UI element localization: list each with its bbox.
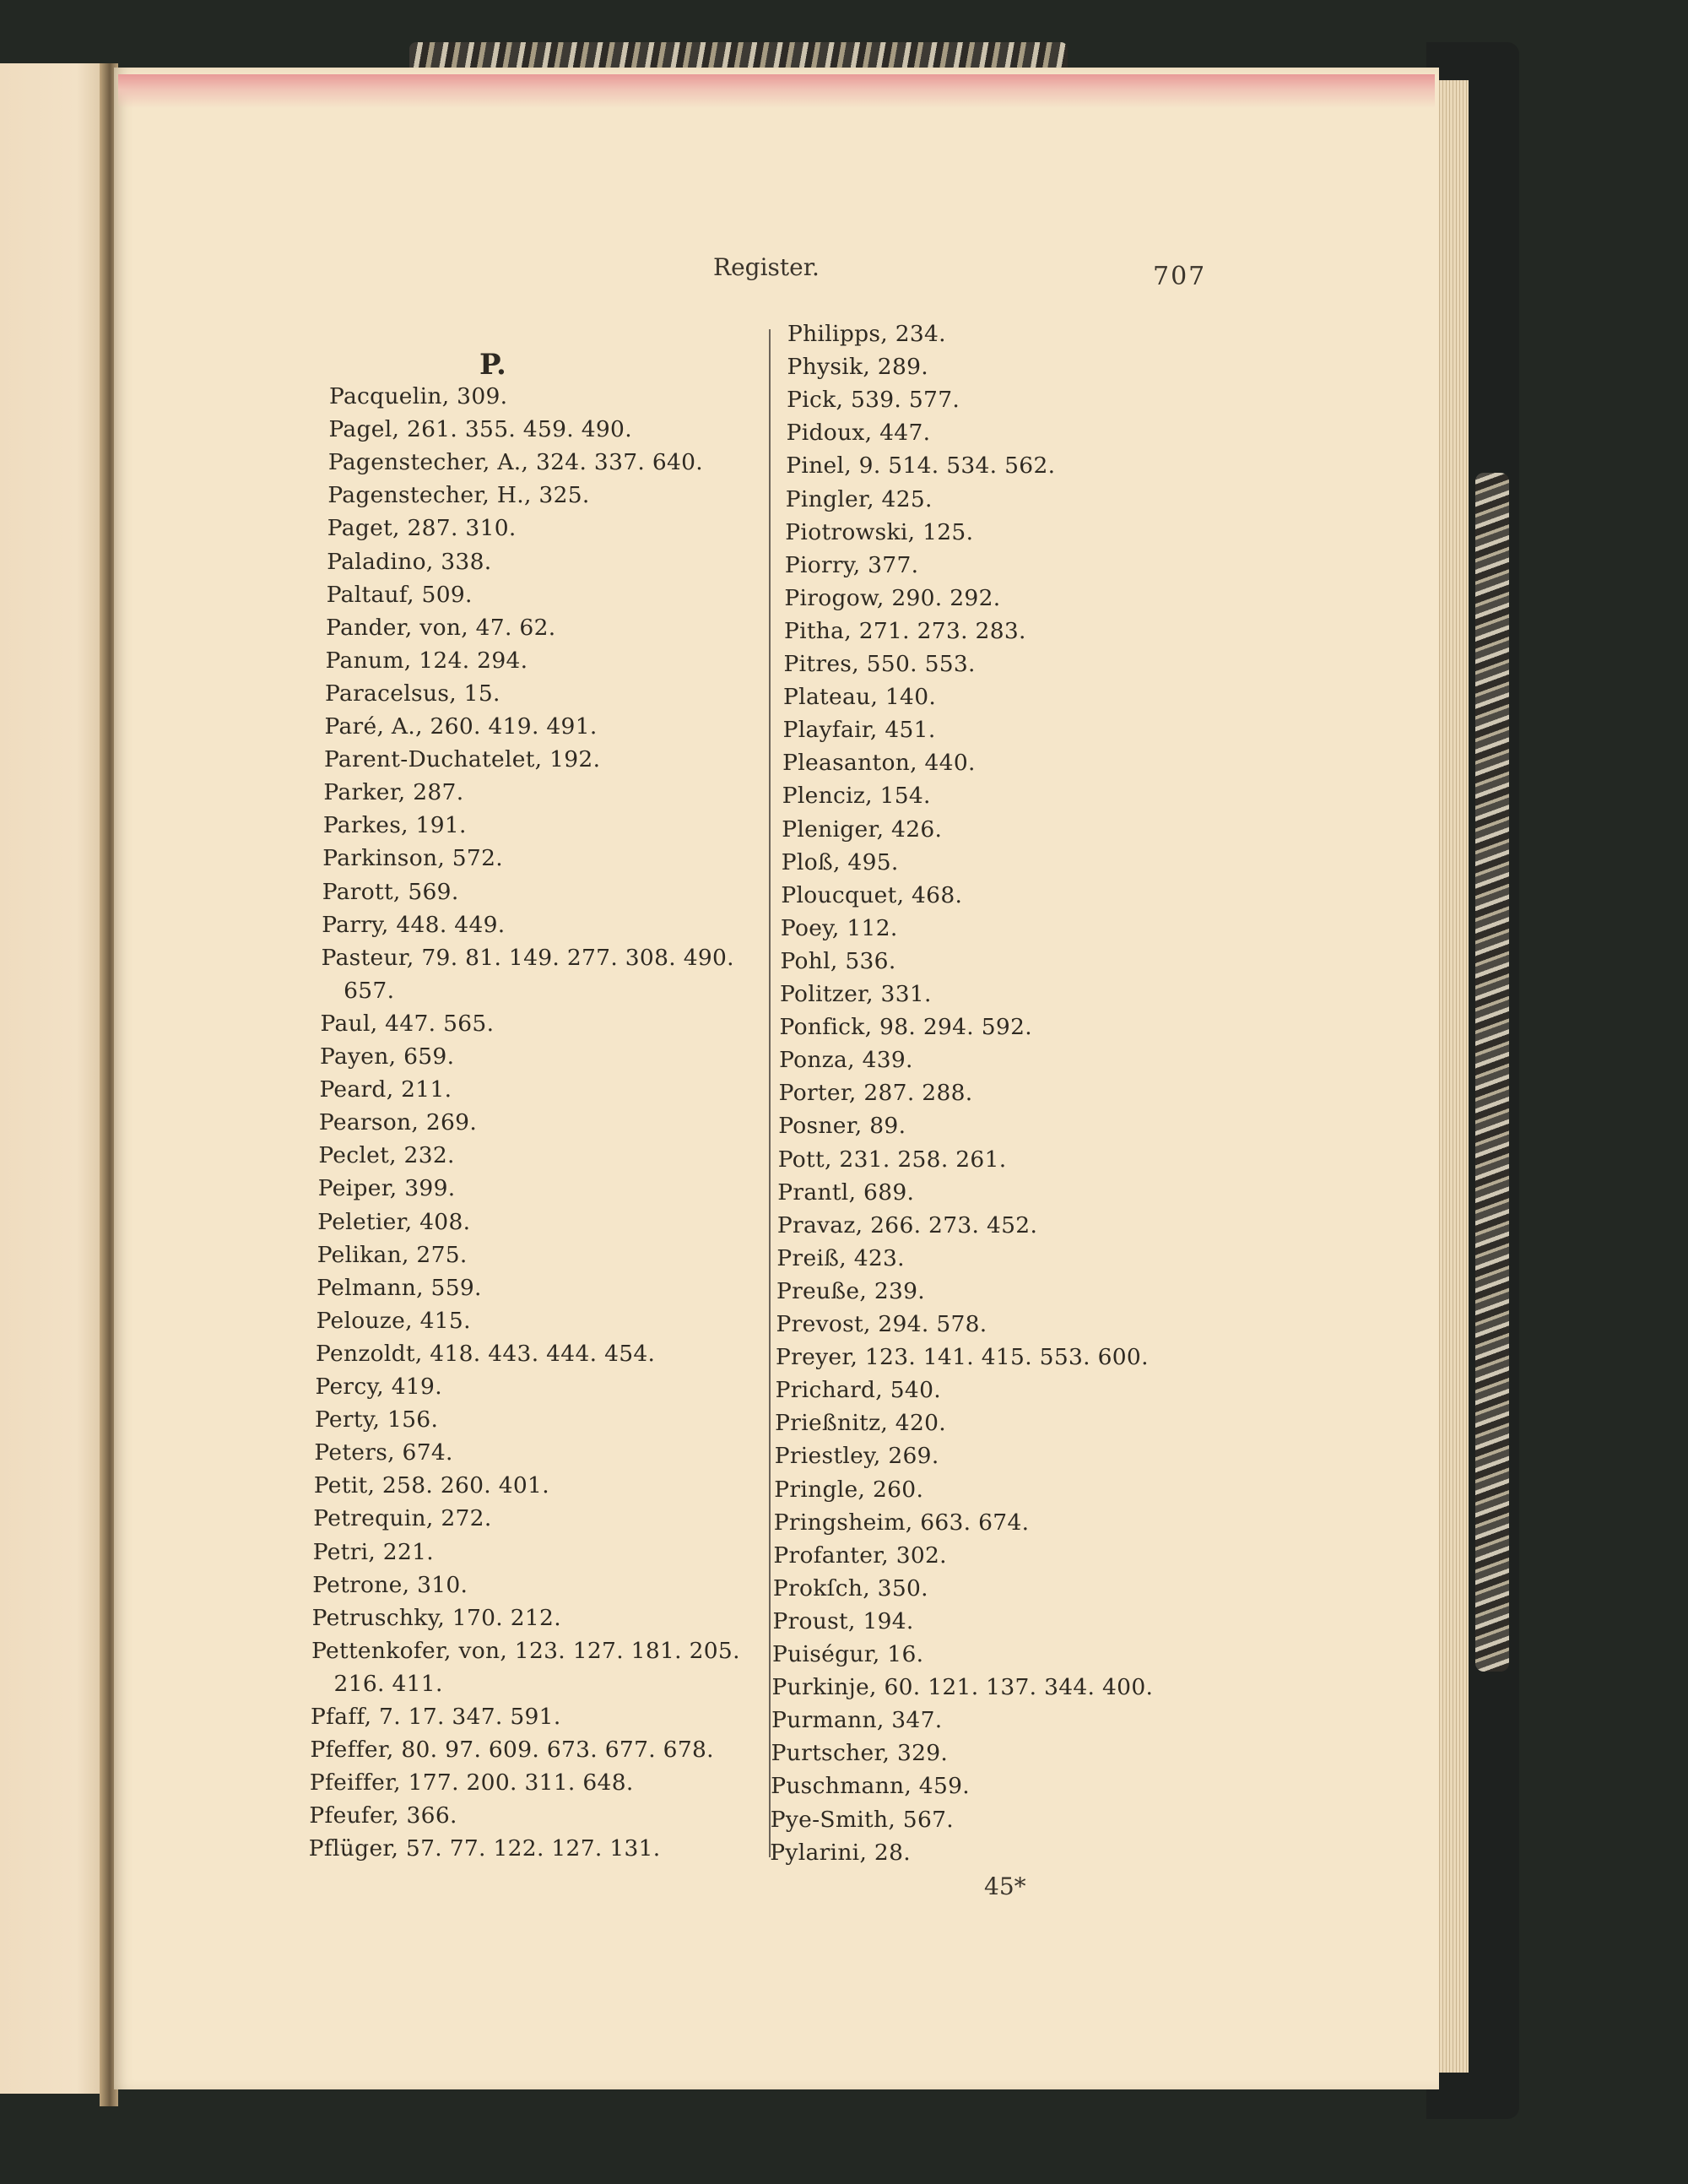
index-entry: Pingler, 425. (785, 485, 933, 512)
index-entry: Physik, 289. (787, 354, 928, 381)
index-entry: Piotrowski, 125. (785, 518, 974, 545)
index-entry: Parott, 569. (322, 878, 459, 905)
index-entry: Percy, 419. (315, 1374, 442, 1400)
index-entry: Parkinson, 572. (322, 845, 503, 872)
facing-page-edge (0, 63, 110, 2094)
index-entry: Payen, 659. (320, 1043, 455, 1070)
index-entry: Pelikan, 275. (316, 1241, 468, 1268)
index-entry: Puschmann, 459. (771, 1773, 971, 1800)
index-entry: Pleasanton, 440. (782, 750, 976, 777)
index-entry: Pringle, 260. (774, 1476, 924, 1503)
index-entry: Purkinje, 60. 121. 137. 344. 400. (771, 1674, 1154, 1701)
index-entry: Parent-Duchatelet, 192. (323, 746, 601, 773)
index-entry: Paul, 447. 565. (320, 1010, 495, 1037)
index-entry: Petrone, 310. (312, 1571, 468, 1598)
index-entry: Politzer, 331. (780, 981, 932, 1007)
index-entry: Prokſch, 350. (772, 1574, 928, 1601)
index-entry: Peletier, 408. (317, 1208, 471, 1235)
index-entry: Preuße, 239. (776, 1277, 926, 1304)
section-letter: P. (479, 348, 506, 382)
index-entry: Purtscher, 329. (771, 1740, 949, 1767)
marbled-cover-edge (1475, 473, 1509, 1672)
index-entry: Panum, 124. 294. (325, 647, 528, 674)
index-entry: Pfeffer, 80. 97. 609. 673. 677. 678. (310, 1737, 714, 1764)
index-entry: Puiségur, 16. (772, 1641, 924, 1667)
index-entry: Plateau, 140. (783, 684, 937, 711)
index-entry: Petri, 221. (312, 1538, 435, 1565)
index-entry: Pye-Smith, 567. (770, 1806, 955, 1833)
index-entry: Pelmann, 559. (316, 1274, 482, 1301)
index-entry: Pelouze, 415. (316, 1307, 471, 1334)
index-entry: Pearson, 269. (318, 1109, 478, 1136)
index-entry: Preyer, 123. 141. 415. 553. 600. (776, 1344, 1149, 1371)
index-entry: Pagenstecher, A., 324. 337. 640. (327, 449, 704, 476)
index-entry: Peters, 674. (314, 1439, 453, 1466)
index-entry: Pfeiffer, 177. 200. 311. 648. (309, 1769, 634, 1797)
index-entry: Pitres, 550. 553. (783, 651, 976, 677)
index-entry: Paladino, 338. (327, 548, 492, 575)
index-entry: 216. 411. (333, 1670, 443, 1697)
index-entry: Prießnitz, 420. (775, 1410, 947, 1437)
index-entry: Posner, 89. (778, 1113, 906, 1140)
index-entry: Prevost, 294. 578. (776, 1311, 987, 1337)
index-entry: Proust, 194. (772, 1607, 914, 1634)
index-entry: Purmann, 347. (771, 1707, 943, 1734)
index-entry: Priestley, 269. (774, 1443, 939, 1470)
index-entry: Pasteur, 79. 81. 149. 277. 308. 490. (321, 944, 734, 971)
index-entry: Pott, 231. 258. 261. (777, 1146, 1007, 1173)
index-entry: Paget, 287. 310. (327, 515, 517, 542)
index-entry: Ponza, 439. (779, 1047, 913, 1074)
index-entry: Pettenkofer, von, 123. 127. 181. 205. (311, 1637, 740, 1664)
index-entry: Paré, A., 260. 419. 491. (324, 713, 598, 740)
index-entry: Pinel, 9. 514. 534. 562. (786, 453, 1056, 480)
index-entry: Penzoldt, 418. 443. 444. 454. (316, 1340, 656, 1367)
index-entry: Pidoux, 447. (786, 420, 931, 447)
index-entry: Plenciz, 154. (782, 783, 931, 810)
index-entry: Pander, von, 47. 62. (326, 614, 556, 641)
index-entry: Ploucquet, 468. (781, 881, 963, 908)
page-top-stain (118, 74, 1435, 108)
index-entry: Paltauf, 509. (326, 581, 473, 608)
index-entry: Pacquelin, 309. (329, 383, 508, 409)
index-entry: Pirogow, 290. 292. (784, 584, 1001, 611)
index-entry: Peiper, 399. (317, 1175, 456, 1202)
index-entry: Pylarini, 28. (770, 1839, 911, 1866)
index-entry: Pick, 539. 577. (787, 387, 960, 414)
index-entry: Ploß, 495. (781, 848, 899, 875)
index-entry: Petruschky, 170. 212. (311, 1604, 561, 1631)
index-entry: Piorry, 377. (784, 551, 919, 578)
signature-mark: 45* (984, 1872, 1026, 1900)
index-entry: Poey, 112. (780, 914, 898, 941)
index-entry: Perty, 156. (314, 1406, 439, 1433)
index-entry: Parker, 287. (323, 779, 464, 806)
index-entry: Parkes, 191. (322, 812, 467, 839)
running-head: Register. (713, 253, 820, 281)
index-entry: Peard, 211. (319, 1076, 452, 1103)
index-entry: Paracelsus, 15. (325, 680, 500, 707)
index-entry: Petit, 258. 260. 401. (313, 1472, 549, 1499)
index-entry: Prichard, 540. (775, 1377, 941, 1404)
index-entry: Pitha, 271. 273. 283. (783, 617, 1026, 644)
index-entry: Prantl, 689. (777, 1179, 915, 1206)
index-entry: Pagel, 261. 355. 459. 490. (328, 416, 632, 443)
index-entry: Preiß, 423. (776, 1244, 905, 1271)
index-entry: Pflüger, 57. 77. 122. 127. 131. (308, 1835, 661, 1862)
index-entry: Pfeufer, 366. (309, 1802, 457, 1829)
index-entry: Ponfick, 98. 294. 592. (779, 1014, 1032, 1041)
index-entry: Peclet, 232. (318, 1142, 455, 1169)
index-entry: Playfair, 451. (782, 717, 936, 744)
index-entry: Petrequin, 272. (313, 1505, 492, 1532)
index-entry: Porter, 287. 288. (778, 1080, 973, 1107)
index-entry: Philipps, 234. (787, 321, 946, 347)
index-entry: Pfaff, 7. 17. 347. 591. (311, 1704, 561, 1730)
index-entry: 657. (344, 977, 395, 1004)
index-entry: Pagenstecher, H., 325. (327, 482, 590, 509)
index-entry: Parry, 448. 449. (322, 911, 506, 938)
index-entry: Pravaz, 266. 273. 452. (776, 1211, 1038, 1238)
index-entry: Pringsheim, 663. 674. (773, 1509, 1030, 1536)
page-number: 707 (1153, 262, 1207, 291)
column-divider (769, 329, 771, 1857)
index-entry: Pleniger, 426. (782, 816, 943, 843)
index-entry: Pohl, 536. (780, 947, 896, 974)
index-entry: Profanter, 302. (773, 1542, 947, 1569)
